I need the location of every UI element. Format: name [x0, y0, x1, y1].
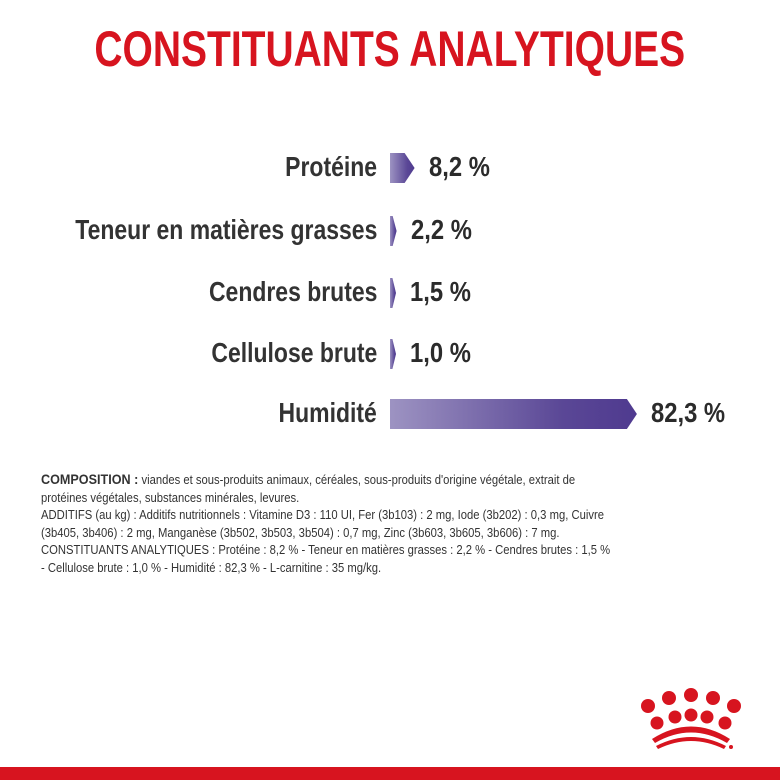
value-label: 8,2 % [428, 151, 490, 182]
bar-3 [390, 339, 396, 369]
constituents-line: - Cellulose brute : 1,0 % - Humidité : 82,3 % - L-carnitine : 35 mg/kg. [41, 560, 382, 575]
value-label: 1,0 % [410, 337, 471, 368]
composition-text [41, 471, 741, 577]
value-label: 82,3 % [650, 397, 725, 428]
category-label: Cendres brutes [208, 276, 377, 307]
category-label: Protéine [285, 151, 377, 182]
title-text: CONSTITUANTS ANALYTIQUES [94, 21, 686, 77]
category-label: Humidité [278, 397, 377, 428]
bar-2 [390, 278, 396, 308]
value-label: 1,5 % [410, 276, 471, 307]
value-label: 2,2 % [410, 214, 472, 245]
footer-bar [0, 767, 780, 780]
category-label: Teneur en matières grasses [74, 214, 377, 245]
additives-line: ADDITIFS (au kg) : Additifs nutritionnels : Vitamine D3 : 110 UI, Fer (3b103) : 2 mg, Iode (3b202) : 0,3 mg, Cuivre [41, 508, 604, 522]
composition-line: viandes et sous-produits animaux, céréales, sous-produits d'origine végétale, extrait de [141, 473, 576, 487]
bar-1 [390, 216, 397, 246]
composition-line: protéines végétales, substances minérales, levures. [41, 490, 300, 505]
constituents-line: CONSTITUANTS ANALYTIQUES : Protéine : 8,2 % - Teneur en matières grasses : 2,2 % - Cendres brutes : 1,5 % [41, 543, 611, 557]
composition-heading: COMPOSITION : [41, 471, 139, 487]
additives-line: (3b405, 3b406) : 2 mg, Manganèse (3b502, 3b503, 3b504) : 0,7 mg, Zinc (3b603, 3b605, 3b606) : 7 mg. [41, 525, 560, 540]
bar-0 [390, 153, 415, 183]
category-label: Cellulose brute [211, 337, 377, 368]
crown-logo-icon [638, 688, 744, 750]
bar-4 [390, 399, 637, 429]
